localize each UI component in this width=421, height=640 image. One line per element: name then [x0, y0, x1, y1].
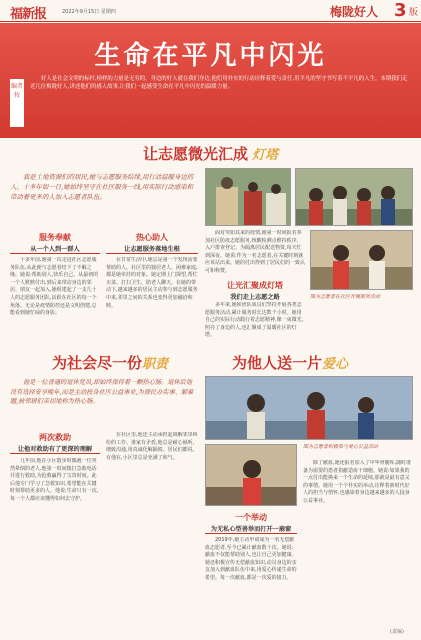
hero-intro: 好人是社会文明的标杆,榜样的力量是无穷的。身边的好人就在我们身边,他们用朴实的行动诠释着爱与责任,用平凡的坚守书写着不平凡的人生。本期我们走近几位梅陇好人,讲述他们的感人故事,让我们一起感受生命在平凡中闪光的温暖力量。 — [30, 76, 408, 91]
newspaper-logo: 福新报 — [10, 7, 47, 22]
photo-donation-icon — [206, 445, 297, 506]
story2-photo-caption: 图为志愿者积极参与爱心公益活动 — [303, 444, 379, 450]
divider — [10, 253, 100, 254]
photo-group-icon — [296, 169, 413, 226]
story2-colA-text: 几年前,他在小区散步时偶遇一位突然晕倒的老人,他第一时间拨打急救电话并进行救助,为抢救赢得了宝贵时间。此后他专门学习了急救知识,希望能在关键时刻帮助更多的人。他说:生命只有一次,每一个人都应该懂得如何去守护。 — [10, 458, 99, 502]
story2-lead: 他是一位普通的退休党员,却始终保持着一颗热心肠。退休后他没有选择安享晚年,而是主动投身社区公益事业,为居民办实事、解难题,被邻居们亲切地称为热心肠。 — [10, 379, 194, 405]
story2-colA-sub: 让他对救助有了更深的理解 — [17, 446, 93, 453]
story2-headline-left-deco: 职责 — [142, 357, 169, 372]
story2-photo-2 — [205, 444, 297, 506]
story2-headline-right — [232, 352, 348, 373]
story1-col1-sub: 从一个人到一群人 — [30, 246, 80, 253]
story2-colD-text: 除了献血,她还报名加入了中华骨髓库,随时准备为需要的患者捐献造血干细胞。她说:如果我的一点付出能换来一个生命的延续,那就是最有意义的事情。她用一个个朴实的举动,诠释着新时代好人的担当与情怀,也感染着身边越来越多的人投身公益事业。 — [303, 460, 412, 504]
photo-scene-icon — [206, 169, 291, 226]
story2-colC-head: 一个举动 — [235, 513, 267, 522]
story2-headline-right-deco: 爱心 — [322, 357, 349, 372]
story1-lead: 我是土地资源们的居民,她与志愿服务结缘,用行动温暖身边的人。十多年如一日,她始终坚守在社区服务一线,用实际行动感染和带动着更多的人加入志愿者队伍。 — [10, 173, 194, 201]
divider — [10, 453, 100, 454]
story1-photo-3 — [310, 230, 413, 290]
story1-col2-sub: 让志愿服务落地生根 — [124, 246, 180, 253]
story2-colB-text: 在社区里,他还主动承担起调解邻里纠纷的工作。谁家有矛盾,他总是耐心倾听、细致沟通,用真诚化解隔阂。居民们都说,有他在,小区里总是充满了和气。 — [106, 432, 198, 461]
story2-headline-left-text: 为社会尽一份 — [52, 354, 143, 372]
story1-col2-head: 热心助人 — [136, 233, 168, 242]
section-name: 梅陇好人 — [330, 5, 379, 19]
story1-col1-text: 十多年前,她第一次走进社区志愿服务队伍,从此便与志愿者结下了不解之缘。她说:帮助别人,快乐自己。从最初的一个人默默付出,到后来带动身边的邻居、朋友一起加入,她组建起了一支几十人的志愿服务团队,活跃在社区的每一个角落。无论是疫情防控还是文明创建,总能看到她忙碌的身影。 — [10, 257, 99, 317]
photo-community-icon — [206, 377, 413, 440]
divider — [205, 533, 297, 534]
story1-headline — [0, 143, 421, 164]
photo-volunteer-icon — [311, 231, 413, 290]
hero-banner — [0, 23, 421, 138]
story1-col1-head: 服务奉献 — [39, 233, 71, 242]
story1-col3-text: 面对突如其来的疫情,她第一时间报名参加社区防疫志愿服务,核酸检测点维持秩序、入户排查登记、为隔离居民配送物资,每天忙到深夜。她说:作为一名志愿者,在关键时刻就应该站出来。她的付出得到了居民们的一致认可和称赞。 — [205, 230, 305, 274]
story1-col3-text2: 多年来,她和团队成员们坚持开展各类志愿服务活动,累计服务时长达数千小时。她用自己的实际行动践行着志愿精神,像一束微光,照亮了身边的人,也汇聚成了温暖社区的灯塔。 — [205, 302, 304, 339]
story1-col3-head: 让光汇聚成灯塔 — [227, 281, 283, 290]
story1-col2-text: 在日常生活中,她总是第一个发现需要帮助的人。社区里的独居老人、困难家庭,都是她牵挂的对象。她定期上门探望,帮忙买菜、打扫卫生、陪老人聊天。在她的带动下,越来越多的居民主动参与到志愿服务中来,邻里之间的关系也变得更加融洽和睦。 — [106, 257, 198, 309]
story1-photo — [205, 168, 291, 226]
story2-colA-head: 两次救助 — [39, 433, 71, 442]
story1-photo-2 — [295, 168, 413, 226]
issue-date: 2022年9月15日 星期四 — [62, 9, 116, 15]
page-number: 3 — [394, 0, 407, 21]
divider — [106, 253, 198, 254]
story2-colC-text: 2019年,她主动申请成为一名无偿献血志愿者,至今已累计献血数十次。她说:献血不仅能帮助别人,也让自己更加健康。她还积极宣传无偿献血知识,动员身边的亲友加入到献血队伍中来,用爱心传递生命的希望。每一次献血,都是一次爱的接力。 — [205, 537, 297, 581]
editor-note-tag: 编者按 — [10, 79, 24, 127]
story2-headline-right-text: 为他人送一片 — [232, 354, 323, 372]
story2-photo — [205, 376, 413, 440]
hero-title: 生命在平凡中闪光 — [94, 41, 327, 71]
story1-photo-caption: 图为志愿者在社区开展服务活动 — [310, 294, 381, 300]
story1-col3-sub: 我们走上志愿之路 — [230, 294, 280, 301]
story2-headline-left — [52, 352, 168, 373]
masthead — [0, 0, 421, 22]
story2-colC-sub: 为无私心型善举而打开一扇窗 — [210, 526, 292, 533]
story1-headline-deco: 灯塔 — [252, 148, 279, 163]
story1-headline-text: 让志愿微光汇成 — [142, 145, 248, 163]
page-word: 版 — [409, 8, 419, 18]
editor-credit: (责编) — [390, 629, 404, 635]
